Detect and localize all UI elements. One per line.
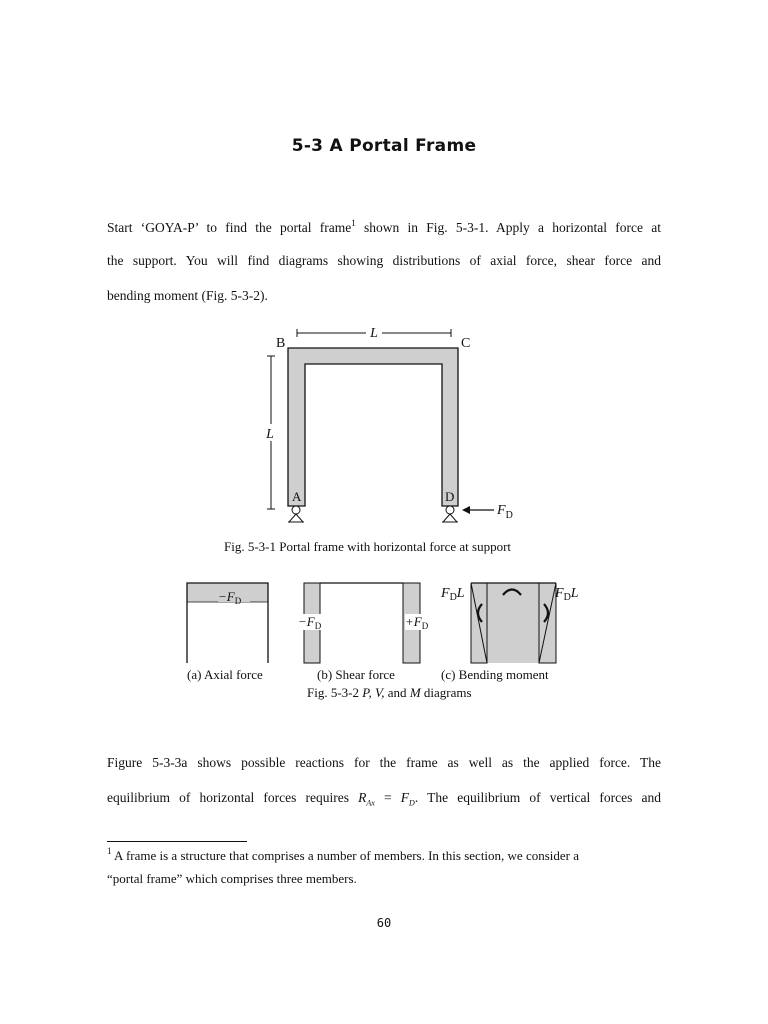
label-d: D bbox=[445, 489, 455, 504]
footnote-ref[interactable]: 1 bbox=[351, 218, 356, 228]
fig2b-caption: (b) Shear force bbox=[317, 667, 395, 682]
moment-left-value: $F_DL$ bbox=[441, 586, 465, 603]
roller-support-d bbox=[442, 506, 458, 522]
portal-frame-shape bbox=[288, 348, 458, 506]
bending-moment-diagram bbox=[440, 583, 579, 663]
label-c: C bbox=[461, 336, 471, 351]
axial-force-diagram bbox=[187, 583, 268, 663]
span-label: L bbox=[370, 326, 378, 341]
reaction-line-2: equilibrium of horizontal forces requires $R_{Ax} = F_D$. The equilibrium of vertical forces and bbox=[107, 790, 661, 808]
page-number: 60 bbox=[376, 916, 392, 930]
axial-force-value: $-F_D$ bbox=[218, 589, 242, 606]
label-a: A bbox=[292, 489, 302, 504]
intro-text: Start ‘GOYA-P’ to find the portal frame bbox=[107, 220, 352, 235]
intro-text: shown in Fig. 5-3-1. Apply a horizontal force at bbox=[355, 220, 661, 235]
fig2-caption: Fig. 5-3-2 P, V, and M diagrams bbox=[307, 685, 472, 700]
force-arrowhead bbox=[462, 506, 470, 514]
fig2c-caption: (c) Bending moment bbox=[441, 667, 549, 682]
intro-line-2: the support. You will find diagrams showing distributions of axial force, shear force and bbox=[107, 253, 661, 268]
force-label: $F_D$ bbox=[497, 503, 513, 521]
pin-support-a bbox=[288, 506, 304, 522]
intro-line-3: bending moment (Fig. 5-3-2). bbox=[107, 288, 268, 303]
section-title: 5-3 A Portal Frame bbox=[291, 136, 477, 156]
moment-right-value: $F_DL$ bbox=[555, 586, 579, 603]
fig2a-caption: (a) Axial force bbox=[187, 667, 263, 682]
footnote-line-1: $^1$ A frame is a structure that comprises a number of members. In this section, we consider a bbox=[107, 846, 580, 863]
height-label: L bbox=[266, 427, 274, 442]
footnote-line-2: “portal frame” which comprises three members. bbox=[107, 871, 357, 886]
footnote-marker: 1 bbox=[107, 846, 112, 856]
shear-force-diagram bbox=[298, 583, 433, 663]
reaction-line-1: Figure 5-3-3a shows possible reactions for the frame as well as the applied force. The bbox=[107, 755, 661, 770]
fig1-caption: Fig. 5-3-1 Portal frame with horizontal force at support bbox=[224, 539, 512, 554]
shear-right-value: $+F_D$ bbox=[405, 614, 429, 631]
footnote-divider bbox=[107, 841, 247, 842]
shear-left-value: $-F_D$ bbox=[298, 614, 322, 631]
equilibrium-equation: $R_{Ax} = F_D$ bbox=[358, 790, 415, 808]
label-b: B bbox=[276, 336, 286, 351]
